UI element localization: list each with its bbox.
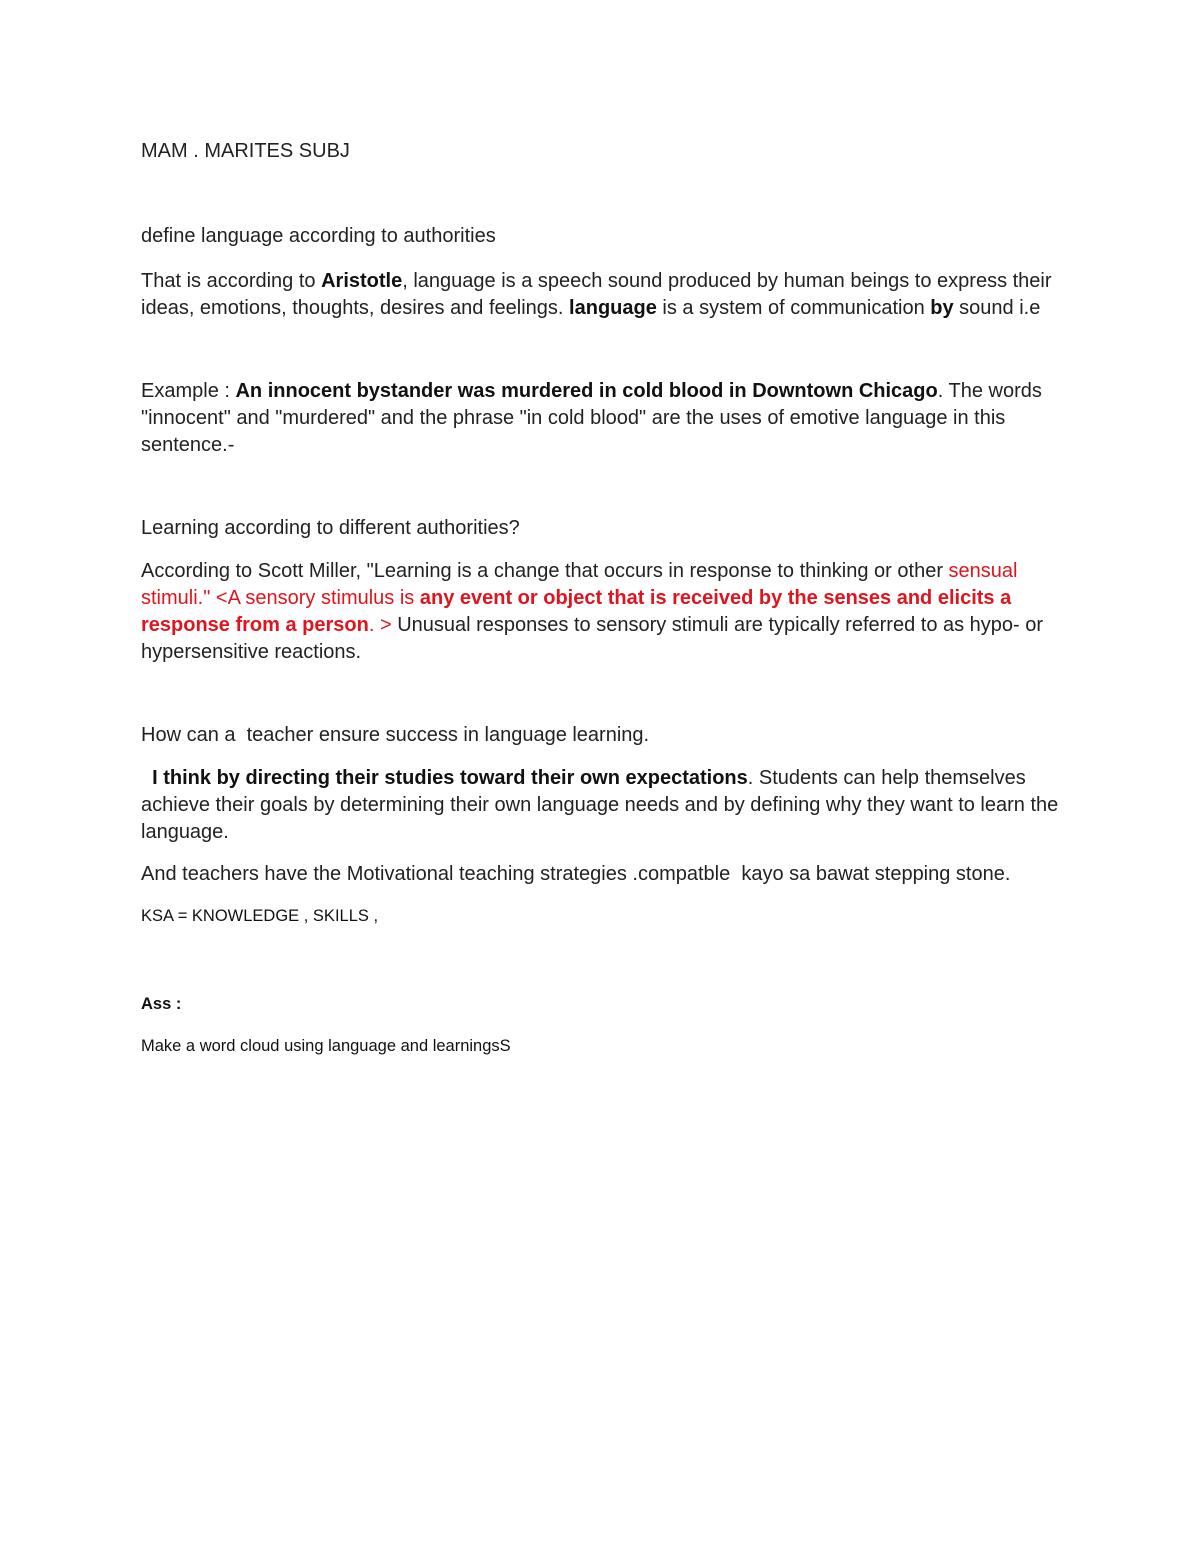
miller-text-2: Unusual responses to sensory stimuli are typically referred to as hypo- or hypersensitive reactions.: [141, 614, 1044, 663]
teacher-question: How can a teacher ensure success in language learning.: [141, 724, 650, 746]
miller-text-1: According to Scott Miller, "Learning is a change that occurs in response to thinking or other: [141, 560, 949, 582]
miller-paragraph: [141, 558, 1061, 666]
ksa-line: KSA = KNOWLEDGE , SKILLS ,: [141, 907, 379, 925]
language-bold: language: [569, 297, 657, 319]
motivation-paragraph: And teachers have the Motivational teaching strategies .compatble kayo sa bawat stepping stone.: [141, 863, 1011, 885]
miller-red-text: sensual stimuli." <A sensory stimulus is: [141, 560, 1018, 609]
assignment-label: Ass :: [141, 995, 182, 1013]
document-title: MAM . MARITES SUBJ: [141, 140, 350, 162]
example-label: Example :: [141, 380, 236, 402]
example-explanation: . The words "innocent" and "murdered" and the phrase "in cold blood" are the uses of emotive language in this sentence.-: [141, 380, 1042, 456]
aristotle-text-4: sound i.e: [953, 297, 1041, 319]
aristotle-text-2: , language is a speech sound produced by human beings to express their ideas, emotions, thoughts, desires and feelings.: [141, 270, 1052, 319]
document-body: [141, 138, 1061, 1057]
example-sentence: An innocent bystander was murdered in cold blood in Downtown Chicago: [235, 380, 938, 402]
example-paragraph: [141, 378, 1061, 459]
aristotle-text-3: is a system of communication: [656, 297, 931, 319]
miller-red-bold-text: any event or object that is received by the senses and elicits a response from a person: [141, 587, 1012, 636]
word-cloud-instruction: Make a word cloud using language and learningsS: [141, 1037, 511, 1055]
think-text: . Students can help themselves achieve their goals by determining their own language needs and by defining why they want to learn the language.: [141, 767, 1059, 843]
by-bold: by: [930, 297, 954, 319]
think-paragraph: [141, 765, 1061, 846]
define-language-question: define language according to authorities: [141, 225, 496, 247]
aristotle-paragraph: [141, 268, 1061, 322]
aristotle-text-1: That is according to: [141, 270, 322, 292]
learning-question: Learning according to different authorities?: [141, 517, 520, 539]
aristotle-name: Aristotle: [321, 270, 403, 292]
think-bold-text: I think by directing their studies toward their own expectations: [141, 767, 748, 789]
miller-red-bracket: . >: [368, 614, 398, 636]
